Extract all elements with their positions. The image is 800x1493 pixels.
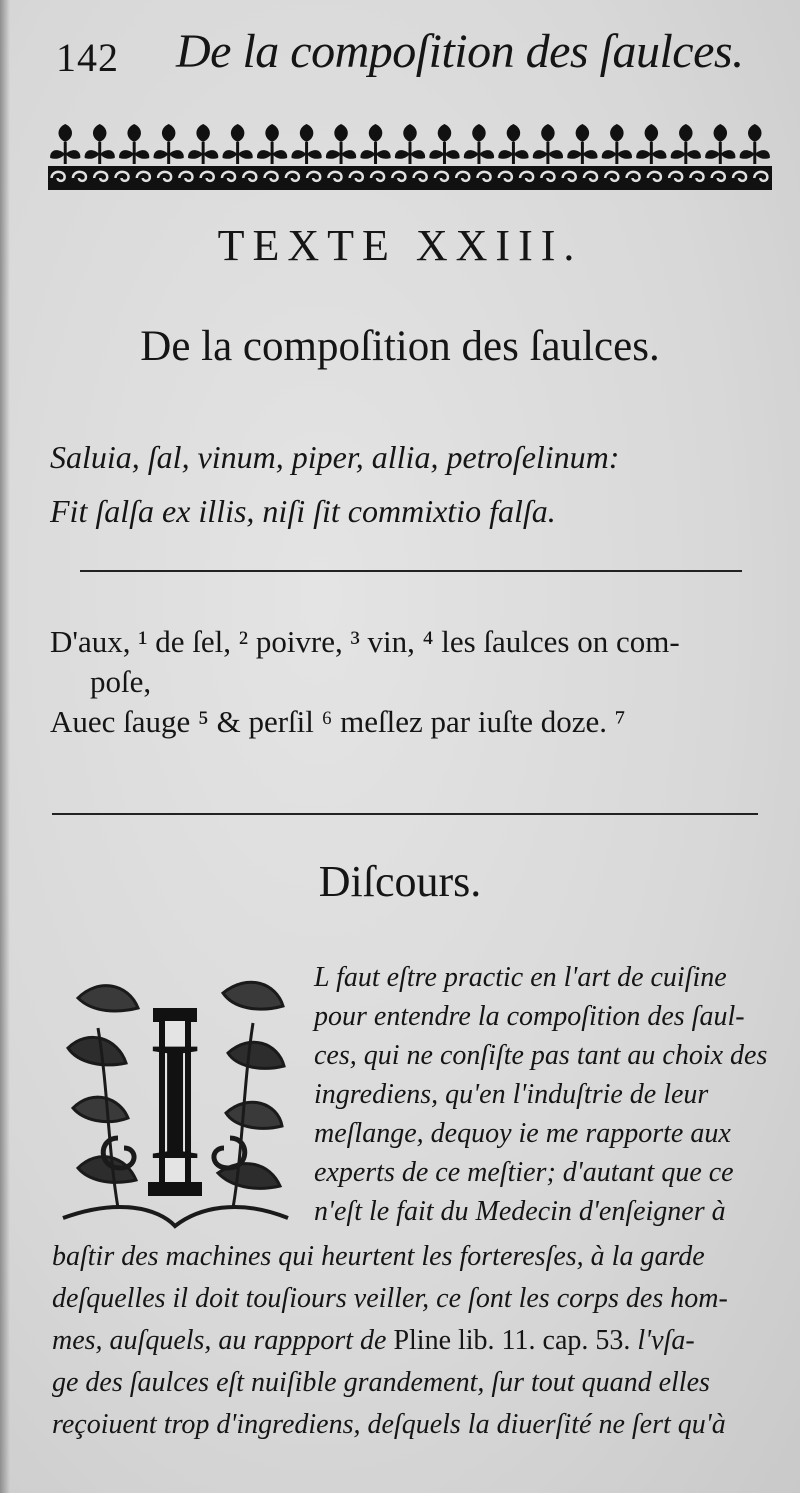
decorated-initial-letter xyxy=(58,968,292,1230)
body-line: ge des ſaulces eſt nuiſible grandement, ſur tout quand elles xyxy=(52,1367,710,1398)
body-line: deſquelles il doit touſiours veiller, ce ſont les corps des hom- xyxy=(52,1283,728,1314)
fleuron-flower-icon xyxy=(291,124,321,164)
latin-verse-line: Saluia, ſal, vinum, piper, allia, petroſelinum: xyxy=(50,439,620,475)
fleuron-flower-icon xyxy=(705,124,735,164)
latin-verse xyxy=(50,430,770,538)
fleuron-flower-icon xyxy=(119,124,149,164)
fleuron-band xyxy=(48,120,772,194)
fleuron-flower-icon xyxy=(85,124,115,164)
body-line-segment: l'vſa- xyxy=(637,1325,695,1356)
initial-glyph: I xyxy=(146,1007,204,1195)
body-line: ces, qui ne conſiſte pas tant au choix des xyxy=(314,1040,768,1071)
french-verse xyxy=(50,622,780,742)
fleuron-flower-icon xyxy=(671,124,701,164)
fleuron-flower-icon xyxy=(188,124,218,164)
running-head xyxy=(48,22,770,82)
fleuron-flower-icon xyxy=(154,124,184,164)
fleuron-flower-icon xyxy=(464,124,494,164)
foliate-initial-icon xyxy=(58,968,292,1230)
page-number: 142 xyxy=(56,35,119,80)
body-line-segment: mes, auſquels, au rappport de xyxy=(52,1325,387,1356)
fleuron-flower-icon xyxy=(498,124,528,164)
discours-heading: Diſcours. xyxy=(318,857,482,906)
fleuron-flower-icon xyxy=(360,124,390,164)
fleuron-flower-icon xyxy=(326,124,356,164)
french-verse-line: D'aux, ¹ de ſel, ² poivre, ³ vin, ⁴ les ſaulces on com- xyxy=(50,624,680,659)
body-line: L faut eſtre practic en l'art de cuiſine xyxy=(314,962,727,993)
horizontal-rule xyxy=(80,570,742,572)
body-line: experts de ce meſtier; d'autant que ce xyxy=(314,1157,734,1188)
fleuron-border-band xyxy=(48,166,772,190)
body-line: n'eſt le fait du Medecin d'enſeigner à xyxy=(314,1196,726,1227)
section-title: De la compoſition des ſaulces. xyxy=(140,323,660,370)
running-title: De la compoſition des ſaulces. xyxy=(176,25,744,78)
body-line xyxy=(52,1325,695,1357)
fleuron-flower-icon xyxy=(567,124,597,164)
fleuron-ornament-icon xyxy=(48,120,772,194)
latin-verse-line: Fit ſalſa ex illis, niſi ſit commixtio falſa. xyxy=(50,493,556,529)
french-verse-line: poſe, xyxy=(90,664,152,699)
horizontal-rule xyxy=(52,813,758,815)
fleuron-flower-icon xyxy=(395,124,425,164)
pliny-citation: Pline lib. 11. cap. 53. xyxy=(393,1325,631,1356)
body-line: ingrediens, qu'en l'induſtrie de leur xyxy=(314,1079,709,1110)
fleuron-flower-icon xyxy=(533,124,563,164)
fleuron-flower-icon xyxy=(602,124,632,164)
fleuron-flower-icon xyxy=(636,124,666,164)
body-line: baſtir des machines qui heurtent les forteresſes, à la garde xyxy=(52,1241,705,1272)
body-line: pour entendre la compoſition des ſaul- xyxy=(314,1001,745,1032)
french-verse-line: Auec ſauge ⁵ & perſil ⁶ meſlez par iuſte doze. ⁷ xyxy=(50,704,626,739)
body-line: reçoiuent trop d'ingrediens, deſquels la diuerſité ne ſert qu'à xyxy=(52,1409,726,1440)
text-number-heading: TEXTE XXIII. xyxy=(217,221,583,270)
fleuron-flower-icon xyxy=(223,124,253,164)
body-line: meſlange, dequoy ie me rapporte aux xyxy=(314,1118,731,1149)
fleuron-flower-icon xyxy=(740,124,770,164)
fleuron-flower-icon xyxy=(429,124,459,164)
fleuron-flower-icon xyxy=(257,124,287,164)
fleuron-flower-icon xyxy=(50,124,80,164)
